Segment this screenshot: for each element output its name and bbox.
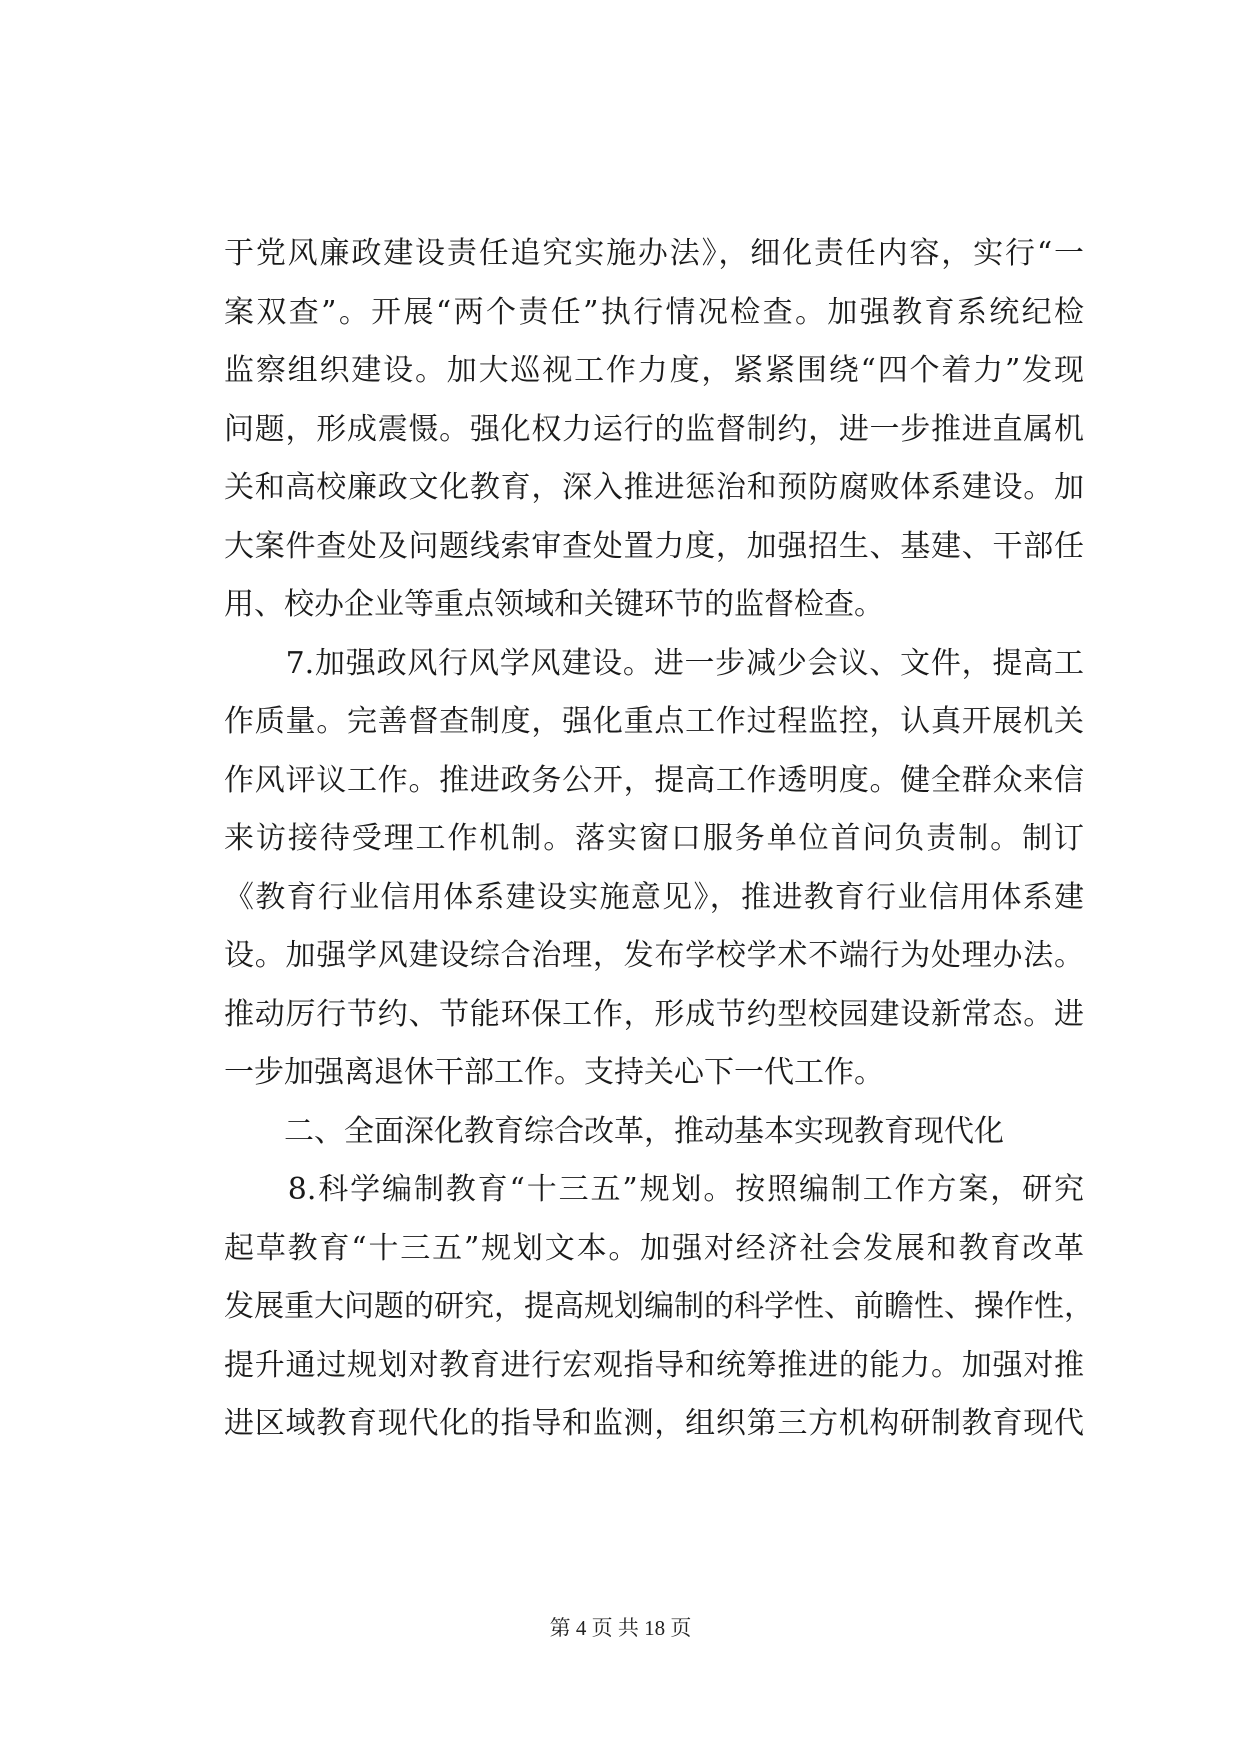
document-body xyxy=(224,225,1094,1454)
text-line: 大案件查处及问题线索审查处置力度，加强招生、基建、干部任 xyxy=(224,528,1084,564)
text-line: 监察组织建设。加大巡视工作力度，紧紧围绕“四个着力”发现 xyxy=(224,353,1084,388)
text-line: 8.科学编制教育“十三五”规划。按照编制工作方案，研究 xyxy=(224,1172,1084,1207)
text-line: 提升通过规划对教育进行宏观指导和统筹推进的能力。加强对推 xyxy=(224,1347,1084,1383)
text-line: 7.加强政风行风学风建设。进一步减少会议、文件，提高工 xyxy=(224,645,1084,681)
text-line: 二、全面深化教育综合改革，推动基本实现教育现代化 xyxy=(224,1113,1004,1149)
text-line: 起草教育“十三五”规划文本。加强对经济社会发展和教育改革 xyxy=(224,1230,1084,1266)
text-line: 用、校办企业等重点领域和关键环节的监督检查。 xyxy=(224,587,884,622)
text-line: 发展重大问题的研究，提高规划编制的科学性、前瞻性、操作性， xyxy=(224,1289,1094,1324)
text-line: 于党风廉政建设责任追究实施办法》，细化责任内容，实行“一 xyxy=(224,236,1084,271)
text-line: 关和高校廉政文化教育，深入推进惩治和预防腐败体系建设。加 xyxy=(224,470,1084,505)
text-line: 《教育行业信用体系建设实施意见》，推进教育行业信用体系建 xyxy=(224,879,1084,915)
page-footer: 第 4 页 共 18 页 xyxy=(549,1616,692,1640)
text-line: 一步加强离退休干部工作。支持关心下一代工作。 xyxy=(224,1055,884,1090)
text-line: 作质量。完善督查制度，强化重点工作过程监控，认真开展机关 xyxy=(224,704,1084,739)
text-line: 推动厉行节约、节能环保工作，形成节约型校园建设新常态。进 xyxy=(224,996,1084,1032)
text-line: 案双查”。开展“两个责任”执行情况检查。加强教育系统纪检 xyxy=(224,294,1084,330)
text-line: 作风评议工作。推进政务公开，提高工作透明度。健全群众来信 xyxy=(224,762,1084,798)
text-line: 问题，形成震慑。强化权力运行的监督制约，进一步推进直属机 xyxy=(224,411,1084,447)
text-line: 进区域教育现代化的指导和监测，组织第三方机构研制教育现代 xyxy=(224,1406,1084,1441)
text-line: 设。加强学风建设综合治理，发布学校学术不端行为处理办法。 xyxy=(224,938,1084,973)
text-line: 来访接待受理工作机制。落实窗口服务单位首问负责制。制订 xyxy=(224,821,1084,856)
